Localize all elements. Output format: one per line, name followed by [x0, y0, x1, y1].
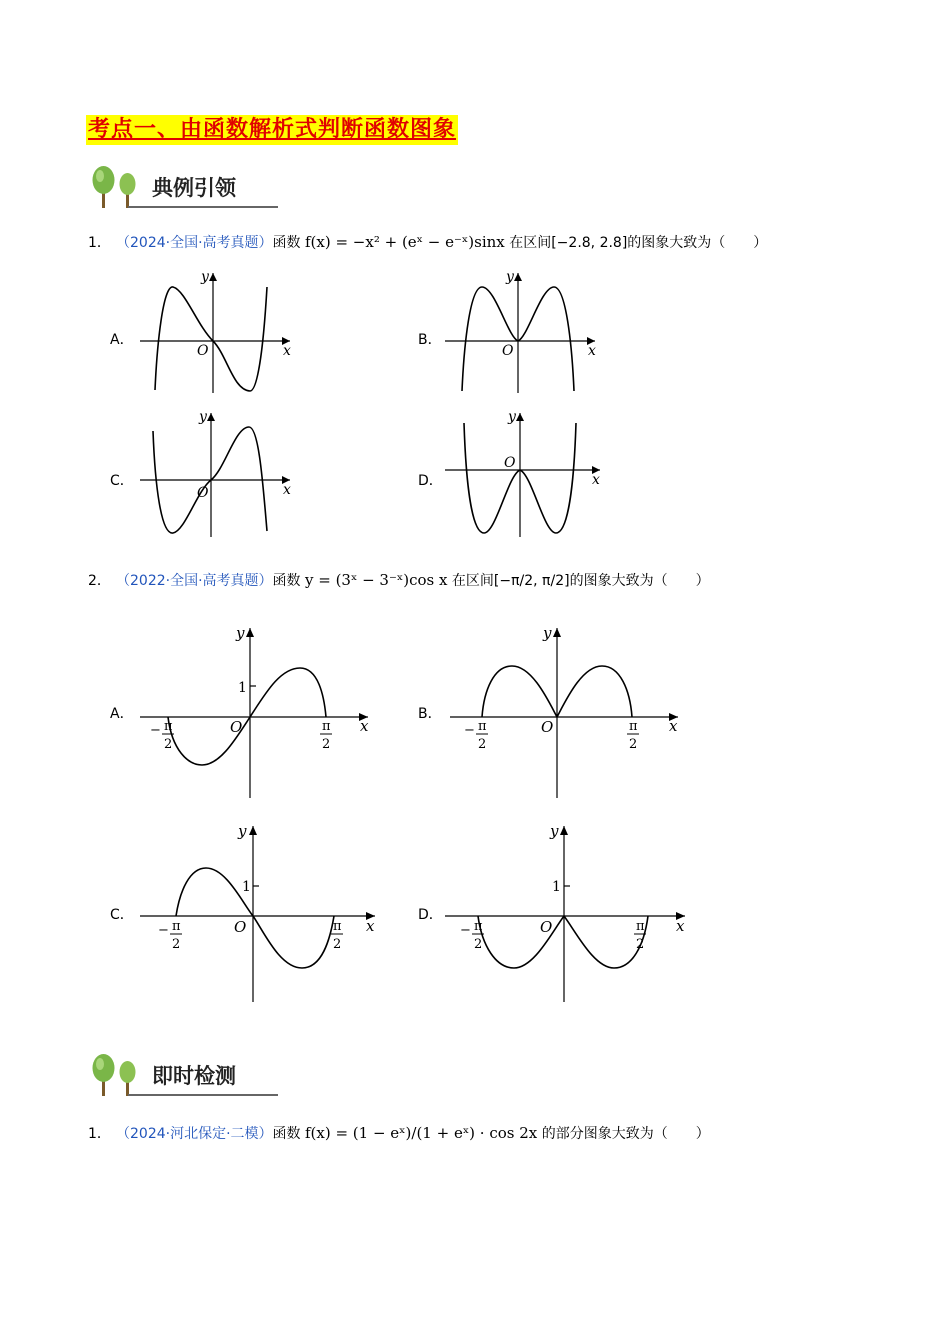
tick-pi: π [322, 719, 331, 734]
option-label-b: B． [418, 332, 442, 348]
question-prefix: 函数 [272, 1126, 301, 1142]
tick-two: 2 [474, 937, 483, 952]
y-label: y [238, 822, 247, 840]
graph-q2-c [130, 820, 380, 1005]
tick-two: 2 [333, 937, 342, 952]
tick-pi: π [629, 719, 638, 734]
graph-q1-d [440, 405, 610, 540]
y-label: y [236, 624, 245, 642]
section-header-check [88, 1050, 278, 1100]
option-label-c: C． [110, 473, 134, 489]
y-label: y [199, 409, 207, 425]
question-suffix: 在区间[−2.8, 2.8]的图象大致为（ ） [509, 235, 768, 251]
origin-label: O [197, 343, 209, 359]
curve [176, 868, 334, 968]
question-number: 2． [88, 573, 111, 589]
y-arrow-icon [560, 826, 568, 835]
option-label-d: D． [418, 907, 443, 923]
y-label: y [506, 269, 514, 285]
question-suffix: 的部分图象大致为（ ） [541, 1126, 710, 1142]
y-label: y [543, 624, 552, 642]
page-title: 考点一、由函数解析式判断函数图象 [86, 115, 458, 145]
x-label: x [360, 717, 369, 735]
section-header-examples [88, 162, 278, 212]
y-arrow-icon [246, 628, 254, 637]
minus-sign: − [158, 923, 169, 938]
tick-pi: π [474, 919, 483, 934]
x-label: x [676, 917, 685, 935]
x-label: x [283, 343, 291, 359]
y-label: y [508, 409, 516, 425]
origin-label: O [234, 918, 247, 936]
y-arrow-icon [207, 413, 215, 421]
tick-two: 2 [172, 937, 181, 952]
question-source: （2024·全国·高考真题） [116, 235, 273, 251]
section-label: 即时检测 [152, 1064, 236, 1088]
question-prefix: 函数 [272, 573, 301, 589]
minus-sign: − [460, 923, 471, 938]
x-label: x [283, 482, 291, 498]
graph-q2-a [130, 620, 380, 800]
question-3 [88, 1122, 710, 1145]
minus-sign: − [150, 723, 161, 738]
curve [155, 287, 267, 391]
origin-label: O [502, 343, 514, 359]
tick-pi: π [172, 919, 181, 934]
y-label: y [201, 269, 209, 285]
option-label-b: B． [418, 706, 442, 722]
section-divider [128, 1094, 278, 1096]
question-2 [88, 569, 710, 592]
origin-label: O [504, 455, 516, 471]
graph-q1-b [440, 265, 610, 395]
graph-q1-c [135, 405, 305, 540]
x-label: x [669, 717, 678, 735]
question-formula: y = (3ˣ − 3⁻ˣ)cos x [304, 571, 448, 589]
tick-two: 2 [322, 737, 331, 752]
tick-pi: π [478, 719, 487, 734]
question-formula: f(x) = (1 − eˣ)/(1 + eˣ) · cos 2x [304, 1124, 538, 1142]
option-label-c: C． [110, 907, 134, 923]
tick-label-1: 1 [552, 879, 561, 895]
tick-two: 2 [636, 937, 645, 952]
option-label-d: D． [418, 473, 443, 489]
graph-q2-b [440, 620, 690, 800]
x-label: x [592, 472, 600, 488]
tick-pi: π [333, 919, 342, 934]
question-source: （2024·河北保定·二模） [116, 1126, 273, 1142]
y-label: y [550, 822, 559, 840]
option-label-a: A． [110, 332, 134, 348]
tick-two: 2 [478, 737, 487, 752]
tick-two: 2 [629, 737, 638, 752]
y-arrow-icon [514, 273, 522, 281]
y-arrow-icon [209, 273, 217, 281]
origin-label: O [230, 718, 243, 736]
section-label: 典例引领 [152, 176, 236, 200]
origin-label: O [540, 918, 553, 936]
question-source: （2022·全国·高考真题） [116, 573, 273, 589]
x-label: x [588, 343, 596, 359]
tick-pi: π [636, 919, 645, 934]
tree-icon [88, 162, 148, 212]
section-divider [128, 206, 278, 208]
option-label-a: A． [110, 706, 134, 722]
y-arrow-icon [249, 826, 257, 835]
tick-label-1: 1 [238, 680, 247, 696]
question-1 [88, 231, 767, 254]
origin-label: O [541, 718, 554, 736]
question-suffix: 在区间[−π/2, π/2]的图象大致为（ ） [451, 573, 710, 589]
x-label: x [366, 917, 375, 935]
question-formula: f(x) = −x² + (eˣ − e⁻ˣ)sinx [304, 233, 505, 251]
minus-sign: − [464, 723, 475, 738]
tick-pi: π [164, 719, 173, 734]
curve [478, 916, 648, 968]
question-number: 1． [88, 235, 111, 251]
question-prefix: 函数 [272, 235, 301, 251]
tree-icon [88, 1050, 148, 1100]
graph-q2-d [440, 820, 690, 1005]
question-number: 1． [88, 1126, 111, 1142]
tick-label-1: 1 [242, 879, 251, 895]
tick-two: 2 [164, 737, 173, 752]
y-arrow-icon [516, 413, 524, 421]
origin-label: O [197, 485, 209, 501]
y-arrow-icon [553, 628, 561, 637]
graph-q1-a [135, 265, 305, 395]
